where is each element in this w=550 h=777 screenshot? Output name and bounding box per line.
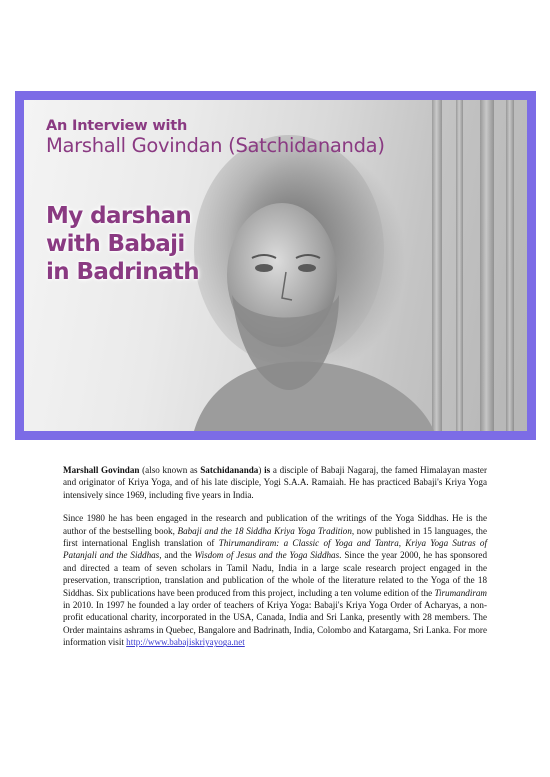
text-run: , <box>398 538 406 549</box>
author-alias: Satchidananda <box>200 465 259 475</box>
book-title: Thirumandiram: a Classic of Yoga and Tantra <box>218 538 399 549</box>
book-title: Babaji and the 18 Siddha Kriya Yoga Tradition <box>177 525 352 536</box>
headline-line: My darshan <box>46 203 192 229</box>
body-text <box>63 464 487 660</box>
text-run: , and the <box>159 550 195 561</box>
bio-paragraph <box>63 464 487 501</box>
text-run: in 2010. In 1997 he founded a lay order of teachers of Kriya Yoga: Babaji's Kriya Yoga Order of Acharyas, a non-profit educational charity, incorporated in the USA, Canada, India and Sri Lanka, presently with 28 members. The Order maintains ashrams in Quebec, Bangalore and Badrinath, India, Colombo and Katargama, Sri Lanka. For more information visit <box>63 600 487 648</box>
headline <box>46 202 199 286</box>
book-title: Kriya Yoga Sutras of Patanjali and the Siddhas <box>63 538 487 561</box>
interview-subtitle: An Interview with <box>46 118 188 134</box>
book-title: Wisdom of Jesus and the Yoga Siddhas <box>194 550 340 561</box>
headline-line: in Badrinath <box>46 259 200 285</box>
author-name: Marshall Govindan <box>63 465 140 475</box>
text-run: . Since the year 2000, he has sponsored and directed a team of seven scholars in Tamil Nadu, India in a large scale research project engaged in the preservation, transcription, translation and publication of the whole of the literature related to the Yoga of the 18 Siddhas. Six publications have been produced from this project, including a ten volume edition of the <box>63 550 487 598</box>
interviewee-name: Marshall Govindan (Satchidananda) <box>46 134 385 157</box>
career-paragraph <box>63 512 487 648</box>
title-block <box>46 118 385 157</box>
portrait-photo <box>24 100 527 431</box>
book-title: Tirumandiram <box>434 587 487 598</box>
text-run: Since 1980 he has been engaged in the research and publication of the writings of the Yoga Siddhas. He is the author of the bestselling book, <box>63 513 487 536</box>
header-banner <box>15 91 536 440</box>
text-run: ) <box>258 465 262 475</box>
text-run: (also known as <box>139 465 201 475</box>
text-run: a disciple of Babaji Nagaraj, the famed Himalayan master and originator of Kriya Yoga, and of his late disciple, Yogi S.A.A. Ramaiah. He has practiced Babaji's Kriya Yoga intensively since 1969, including five years in India. <box>63 465 487 500</box>
text-run: is <box>261 465 271 475</box>
text-run: , now published in 15 languages, the first international English translation of <box>63 525 487 549</box>
headline-line: with Babaji <box>46 231 185 257</box>
website-link[interactable]: http://www.babajiskriyayoga.net <box>126 637 245 648</box>
